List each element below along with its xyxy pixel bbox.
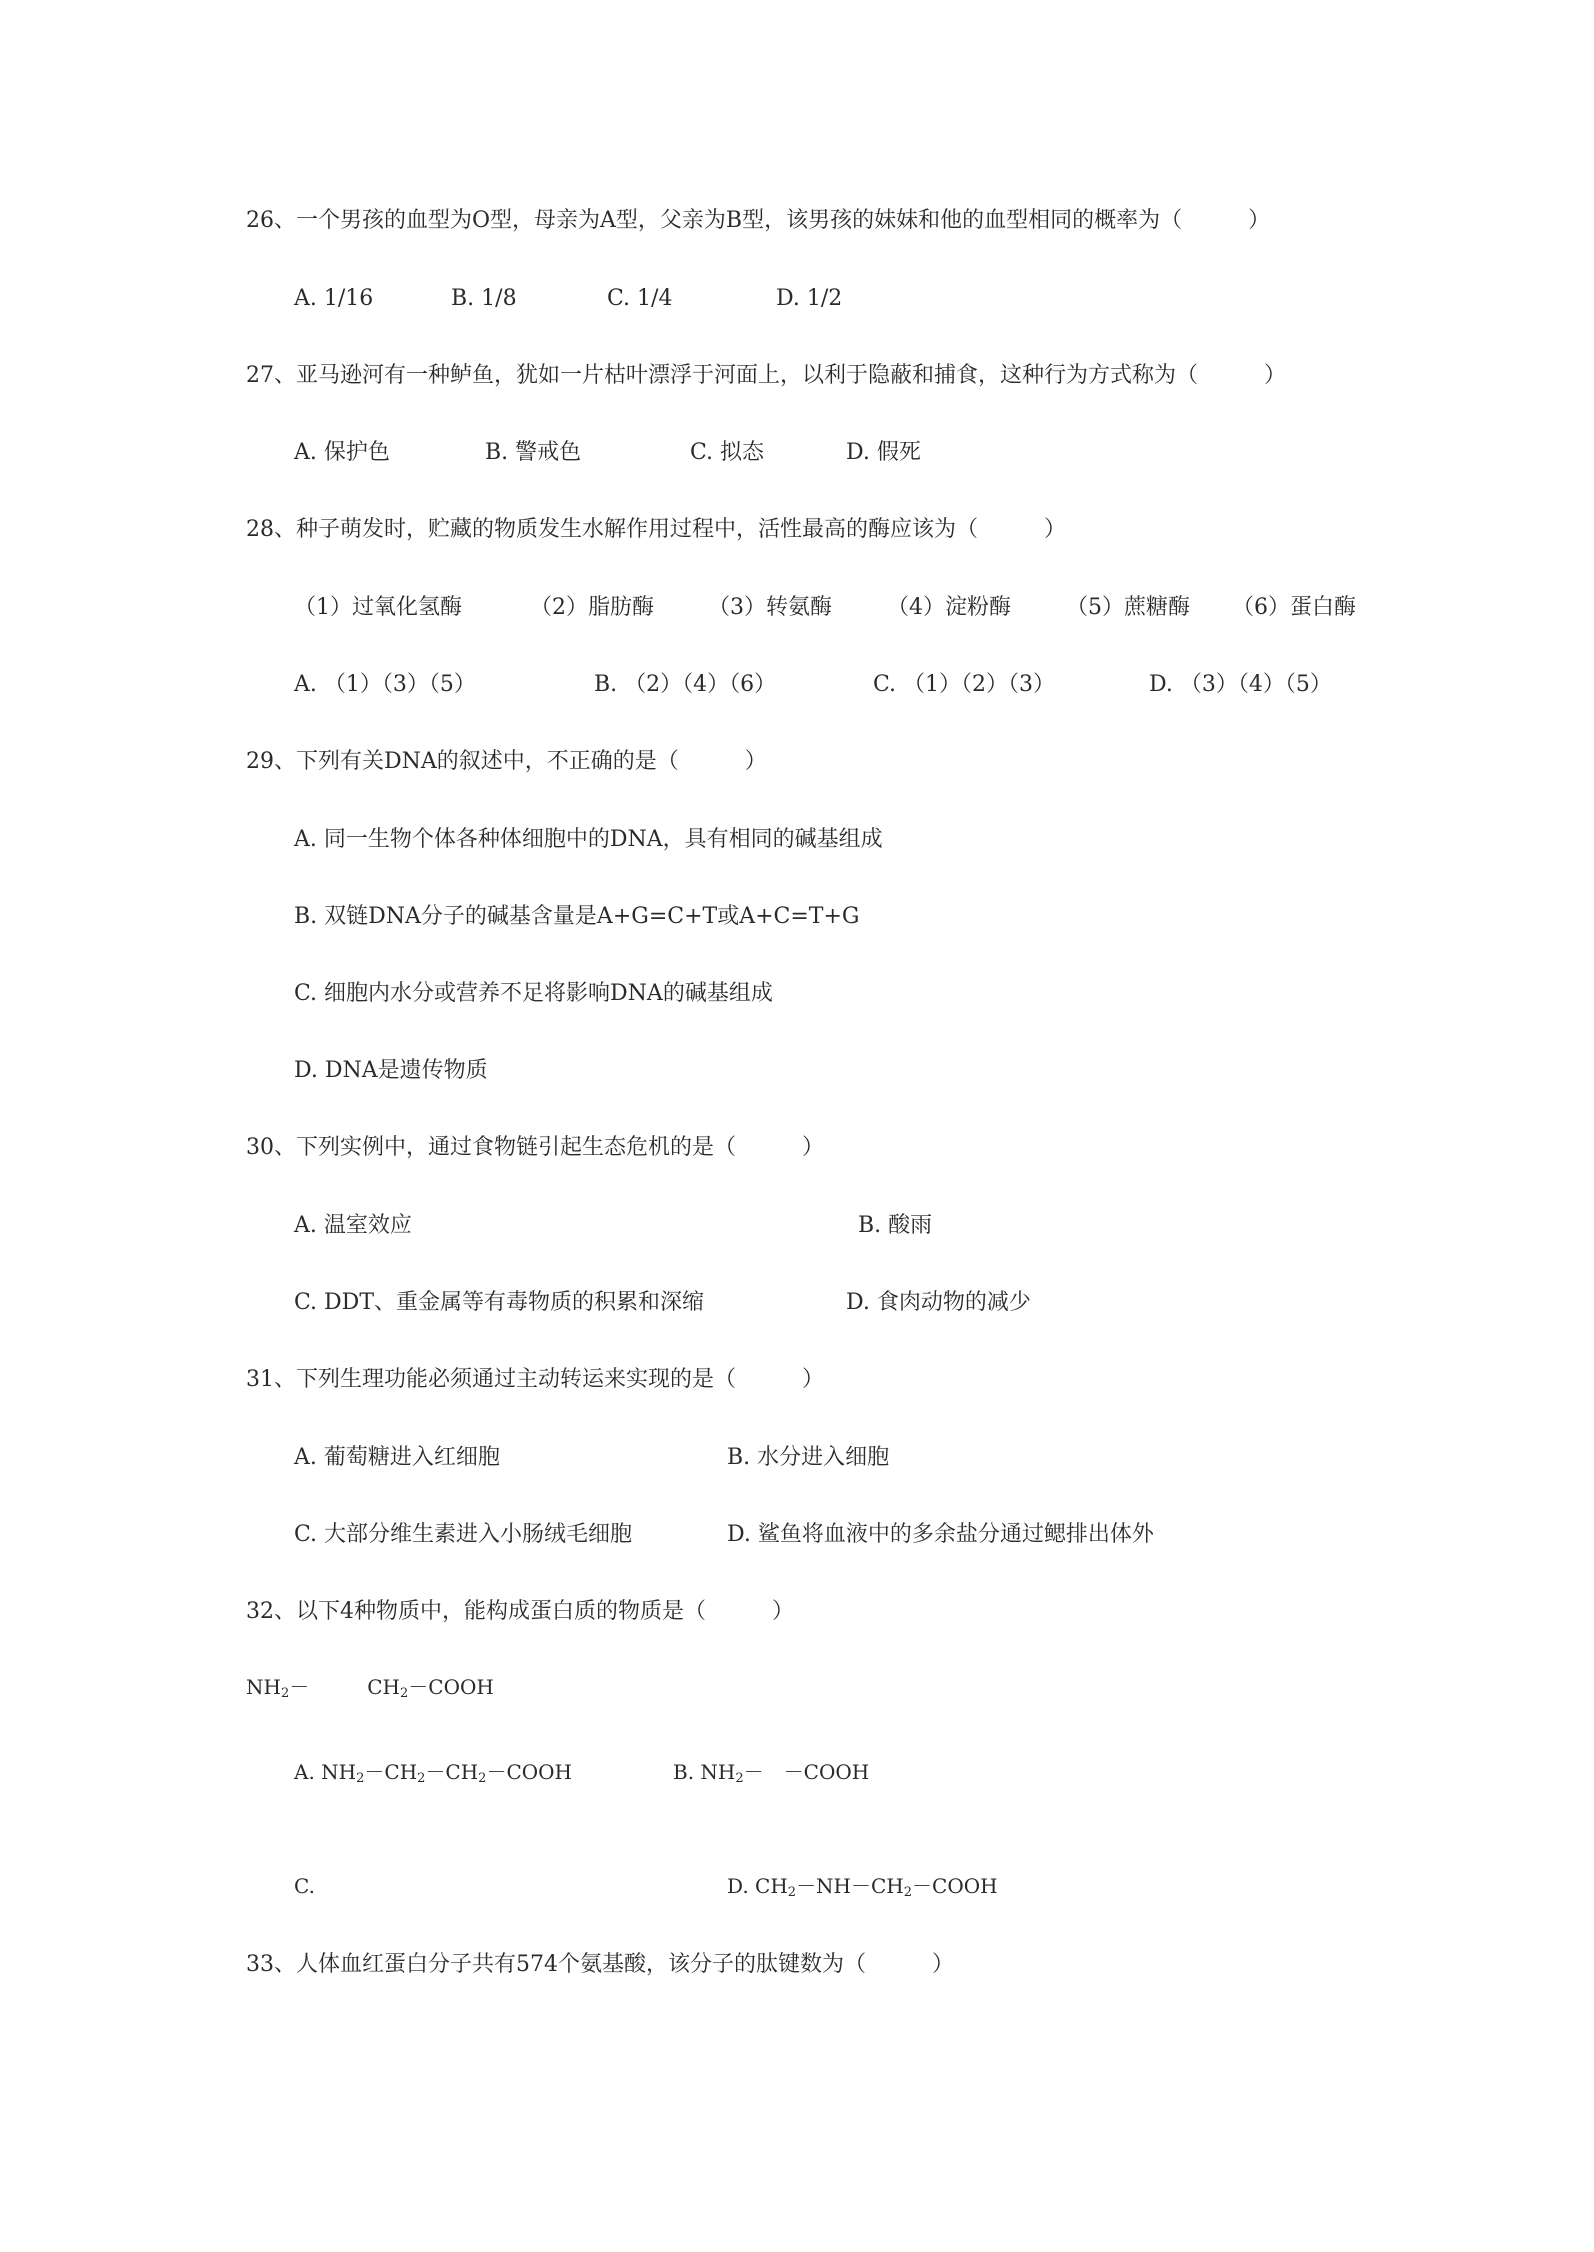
q27-option-d: D. 假死 (846, 440, 921, 465)
question-27-stem: 27、亚马逊河有一种鲈鱼，犹如一片枯叶漂浮于河面上，以利于隐蔽和捕食，这种行为方式称为（ ） (246, 363, 1286, 388)
q28-item-3: （3）转氨酶 (708, 595, 832, 620)
question-31-stem: 31、下列生理功能必须通过主动转运来实现的是（ ） (246, 1367, 824, 1392)
q32-option-a: A. $NH_2-CH_2-CH_2-COOH$ (294, 1760, 572, 1786)
q28-option-a: A. （1）（3）（5） (294, 672, 476, 697)
q29-option-c: C. 细胞内水分或营养不足将影响DNA的碱基组成 (294, 981, 773, 1006)
q32-option-b: B. $NH_2-$ －COOH (673, 1760, 870, 1786)
q28-item-4: （4）淀粉酶 (887, 595, 1011, 620)
question-26-stem: 26、一个男孩的血型为O型，母亲为A型，父亲为B型，该男孩的妹妹和他的血型相同的概率为（ ） (246, 208, 1271, 233)
q31-option-d: D. 鲨鱼将血液中的多余盐分通过鳃排出体外 (727, 1522, 1154, 1547)
q26-option-d: D. 1/2 (776, 286, 843, 311)
question-29-stem: 29、下列有关DNA的叙述中，不正确的是（ ） (246, 749, 767, 774)
q27-option-a: A. 保护色 (294, 440, 390, 465)
q31-option-c: C. 大部分维生素进入小肠绒毛细胞 (294, 1522, 633, 1547)
question-32-stem: 32、以下4种物质中，能构成蛋白质的物质是（ ） (246, 1599, 794, 1624)
q28-option-c: C. （1）（2）（3） (873, 672, 1056, 697)
q29-option-b: B. 双链DNA分子的碱基含量是A+G=C+T或A+C=T+G (294, 904, 860, 929)
question-30-stem: 30、下列实例中，通过食物链引起生态危机的是（ ） (246, 1135, 824, 1160)
q32-option-d: D. $CH_2-NH-CH_2-COOH$ (727, 1874, 998, 1900)
q32-structure-formula: $NH_2-$ $CH_2-COOH$ (246, 1675, 494, 1701)
question-28-stem: 28、种子萌发时，贮藏的物质发生水解作用过程中，活性最高的酶应该为（ ） (246, 517, 1066, 542)
q26-option-a: A. 1/16 (294, 286, 374, 311)
q28-option-b: B. （2）（4）（6） (594, 672, 777, 697)
q26-option-b: B. 1/8 (451, 286, 517, 311)
q30-option-b: B. 酸雨 (858, 1213, 933, 1238)
q30-option-a: A. 温室效应 (294, 1213, 412, 1238)
q30-option-c: C. DDT、重金属等有毒物质的积累和深缩 (294, 1290, 704, 1315)
q31-option-a: A. 葡萄糖进入红细胞 (294, 1445, 500, 1470)
q28-item-5: （5）蔗糖酶 (1066, 595, 1190, 620)
q29-option-a: A. 同一生物个体各种体细胞中的DNA，具有相同的碱基组成 (294, 827, 883, 852)
q32-option-c: C. (294, 1874, 315, 1898)
q28-item-6: （6）蛋白酶 (1232, 595, 1356, 620)
q31-option-b: B. 水分进入细胞 (727, 1445, 890, 1470)
q29-option-d: D. DNA是遗传物质 (294, 1058, 488, 1083)
q26-option-c: C. 1/4 (607, 286, 673, 311)
q28-option-d: D. （3）（4）（5） (1149, 672, 1332, 697)
q28-item-1: （1）过氧化氢酶 (294, 595, 462, 620)
q27-option-c: C. 拟态 (690, 440, 765, 465)
question-33-stem: 33、人体血红蛋白分子共有574个氨基酸，该分子的肽键数为（ ） (246, 1952, 954, 1977)
q30-option-d: D. 食肉动物的减少 (846, 1290, 1031, 1315)
q27-option-b: B. 警戒色 (485, 440, 582, 465)
q28-item-2: （2）脂肪酶 (530, 595, 654, 620)
